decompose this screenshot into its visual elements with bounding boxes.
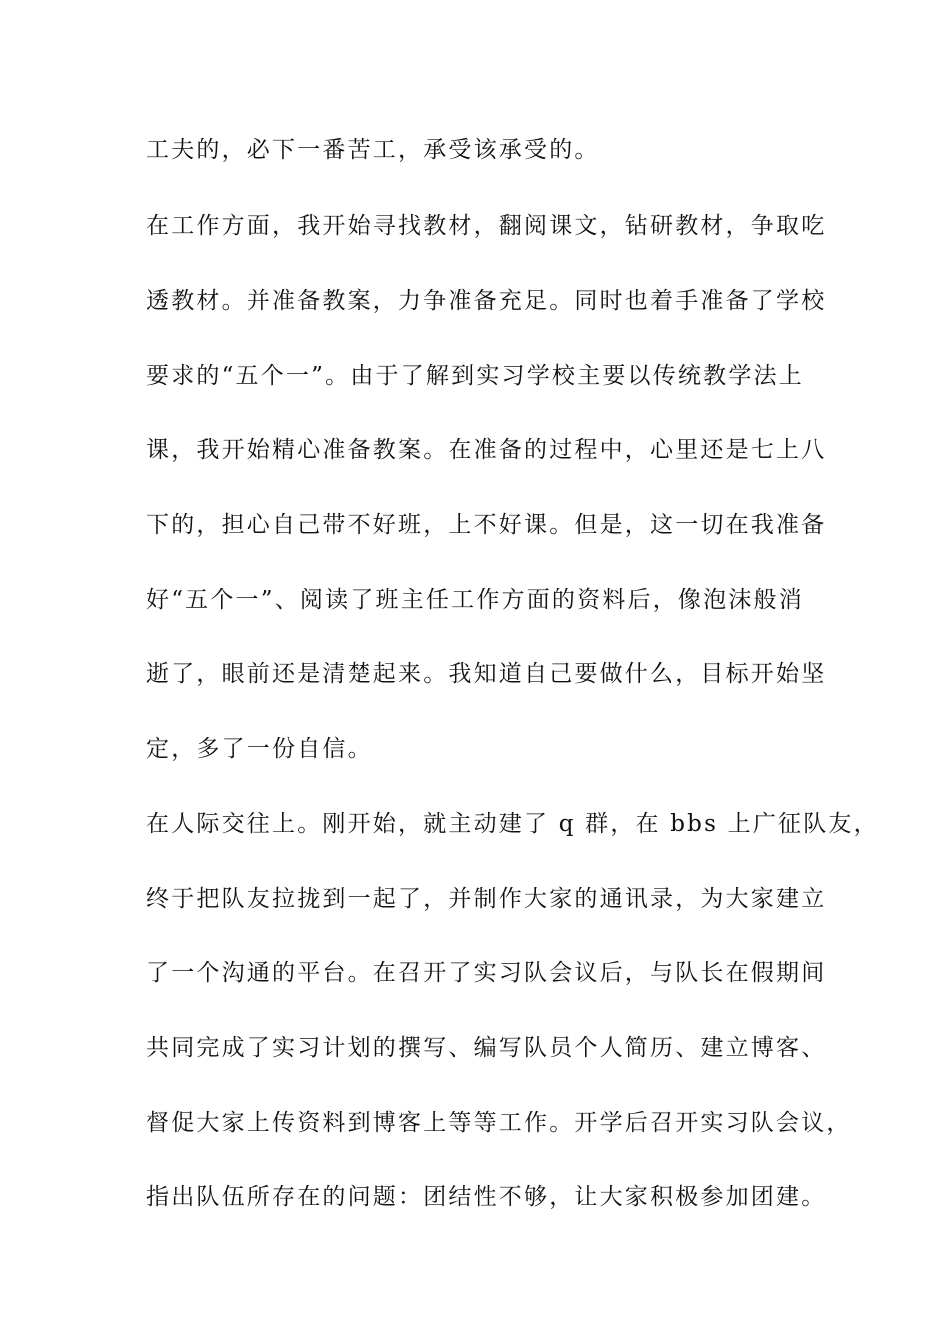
- text-line: 好“五个一”、阅读了班主任工作方面的资料后，像泡沫般消: [146, 587, 804, 613]
- text-line: 了一个沟通的平台。在召开了实习队会议后，与队长在假期间: [146, 960, 827, 986]
- text-line: 要求的“五个一”。由于了解到实习学校主要以传统教学法上: [146, 363, 804, 389]
- text-line: 指出队伍所存在的问题：团结性不够，让大家积极参加团建。: [146, 1184, 827, 1210]
- text-line: 终于把队友拉拢到一起了，并制作大家的通讯录，为大家建立: [146, 886, 827, 912]
- text-line: 课，我开始精心准备教案。在准备的过程中，心里还是七上八: [146, 437, 827, 463]
- text-line: 下的，担心自己带不好班，上不好课。但是，这一切在我准备: [146, 512, 827, 538]
- text-line: 工夫的，必下一番苦工，承受该承受的。: [146, 137, 600, 163]
- text-line: 在工作方面，我开始寻找教材，翻阅课文，钻研教材，争取吃: [146, 213, 827, 239]
- text-line: 逝了，眼前还是清楚起来。我知道自己要做什么，目标开始坚: [146, 661, 827, 687]
- text-line: 透教材。并准备教案，力争准备充足。同时也着手准备了学校: [146, 288, 827, 314]
- text-line: 共同完成了实习计划的撰写、编写队员个人简历、建立博客、: [146, 1035, 827, 1061]
- text-line: 督促大家上传资料到博客上等等工作。开学后召开实习队会议，: [146, 1110, 852, 1136]
- text-line: 在人际交往上。刚开始，就主动建了 q 群，在 bbs 上广征队友，: [146, 811, 879, 837]
- text-line: 定，多了一份自信。: [146, 736, 373, 762]
